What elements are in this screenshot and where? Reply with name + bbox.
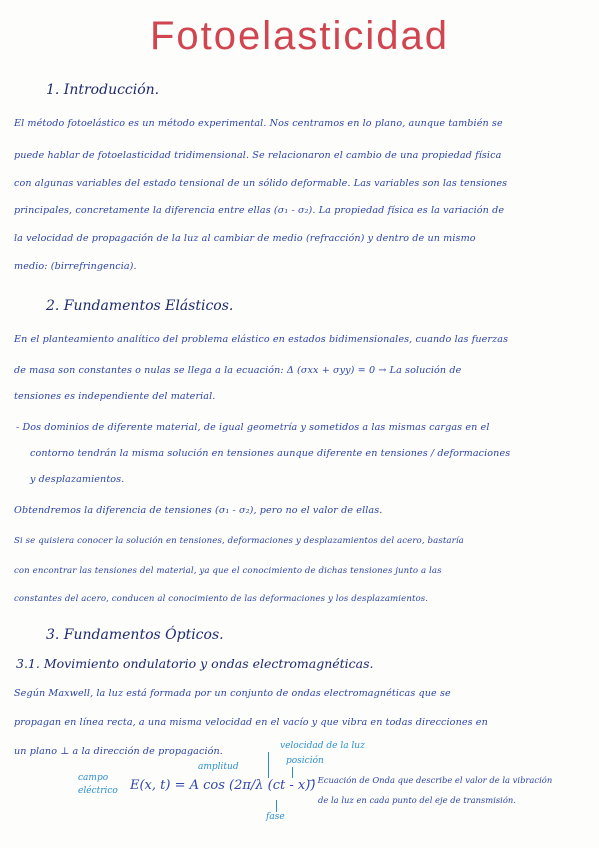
- pointer-line: [292, 767, 293, 778]
- label-position: posición: [286, 756, 324, 766]
- s2-line: con encontrar las tensiones del material, ya que el conocimiento de dichas tensiones junto a las: [14, 566, 442, 576]
- s2-line: En el planteamiento analítico del problema elástico en estados bidimensionales, cuando las fuerzas: [14, 334, 509, 345]
- pointer-line: [268, 752, 269, 778]
- s2-line: tensiones es independiente del material.: [14, 391, 216, 402]
- equation-note: de la luz en cada punto del eje de transmisión.: [318, 795, 516, 805]
- s1-line: principales, concretamente la diferencia entre ellas (σ₁ - σ₂). La propiedad física es la variación de: [14, 205, 505, 216]
- s2-line: - Dos dominios de diferente material, de igual geometría y sometidos a las mismas cargas en el: [16, 422, 490, 433]
- s2-line: de masa son constantes o nulas se llega a la ecuación: Δ (σxx + σyy) = 0 → La solución de: [14, 365, 462, 376]
- s2-line: contorno tendrán la misma solución en tensiones aunque diferente en tensiones / deformaciones: [30, 448, 511, 459]
- s3-line: un plano ⊥ a la dirección de propagación.: [14, 746, 223, 757]
- label-velocity: velocidad de la luz: [280, 741, 365, 751]
- equation-note: → Ecuación de Onda que describe el valor de la vibración: [308, 775, 553, 785]
- s2-line: constantes del acero, conducen al conocimiento de las deformaciones y los desplazamientos.: [14, 594, 429, 604]
- section-3-heading: 3. Fundamentos Ópticos.: [46, 627, 224, 643]
- label-phase: fase: [266, 812, 285, 822]
- s1-line: El método fotoelástico es un método experimental. Nos centramos en lo plano, aunque también se: [14, 118, 503, 129]
- s1-line: puede hablar de fotoelasticidad tridimensional. Se relacionaron el cambio de una propiedad física: [14, 150, 502, 161]
- section-1-heading: 1. Introducción.: [46, 82, 160, 98]
- label-electric-field: campo eléctrico: [78, 773, 118, 796]
- pointer-line: [276, 800, 277, 812]
- s1-line: con algunas variables del estado tensional de un sólido deformable. Las variables son las tensiones: [14, 178, 508, 189]
- label-amplitude: amplitud: [198, 762, 239, 772]
- s3-line: Según Maxwell, la luz está formada por un conjunto de ondas electromagnéticas que se: [14, 688, 451, 699]
- s3-line: propagan en línea recta, a una misma velocidad en el vacío y que vibra en todas direcciones en: [14, 717, 488, 728]
- s1-line: la velocidad de propagación de la luz al cambiar de medio (refracción) y dentro de un mismo: [14, 233, 476, 244]
- section-2-heading: 2. Fundamentos Elásticos.: [46, 298, 234, 314]
- wave-equation: E(x, t) = A cos (2π/λ (ct - x)): [130, 778, 316, 793]
- s2-line: y desplazamientos.: [30, 474, 125, 485]
- page-title: Fotoelasticidad: [149, 14, 450, 58]
- s2-line: Si se quisiera conocer la solución en tensiones, deformaciones y desplazamientos del acero, bastaría: [14, 536, 464, 546]
- s2-line: Obtendremos la diferencia de tensiones (σ₁ - σ₂), pero no el valor de ellas.: [14, 505, 383, 516]
- section-3-1-heading: 3.1. Movimiento ondulatorio y ondas electromagnéticas.: [16, 656, 374, 671]
- s1-line: medio: (birrefringencia).: [14, 261, 137, 272]
